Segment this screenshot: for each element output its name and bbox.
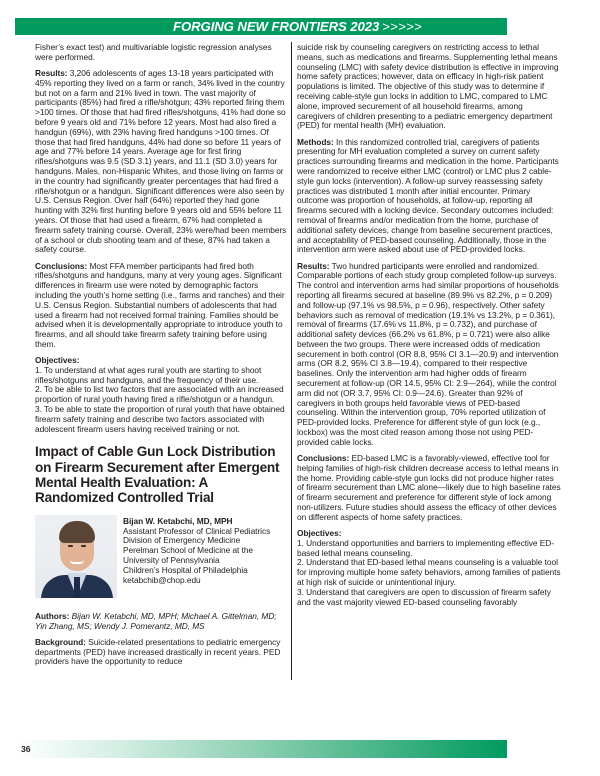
column-divider [291,42,292,680]
presenter-photo [35,515,117,598]
header-title: FORGING NEW FRONTIERS 2023 [173,19,380,34]
methods-label: Methods: [297,136,334,147]
header-arrows: >>>>> [382,19,423,34]
results-label: Results: [35,67,68,78]
objective-item: 1. Understand opportunities and barriers to implementing effective ED-based lethal means counseling. [297,537,554,558]
background-paragraph [35,638,287,667]
objective-item: 3. To be able to state the proportion of rural youth that have obtained firearm safety training and describe two factors associated with adolescent firearm users having received training or not. [35,404,285,434]
results-label: Results: [297,260,330,271]
article-title: Impact of Cable Gun Lock Distribution on Firearm Securement after Emergent Mental Health Evaluation: A Randomized Controlled Trial [35,444,280,505]
presenter-name: Bijan W. Ketabchi, MD, MPH [123,515,233,526]
objectives-section [35,356,287,434]
continued-text: Fisher’s exact test) and multivariable logistic regression analyses were performed. [35,42,272,62]
footer-gradient-bar [15,740,507,758]
objective-item: 1. To understand at what ages rural youth are starting to shoot rifles/shotguns and handguns, and the frequency of their use. [35,364,262,385]
presenter-division: Division of Emergency Medicine [123,535,241,546]
conclusions-paragraph [297,454,562,523]
background-label: Background: [35,636,86,647]
results-text: 3,206 adolescents of ages 13-18 years participated with 45% reporting they lived on a farm or ranch, 34% lived in the country but not on a farm and 21% lived in town. The vast majority of participants (85%) had fired a rifle/shotgun; 43% reported firing them >100 times. Of those that had fired rifles/shotguns, 41% had done so before 9 years old and 71% before 12 years. Most had also fired a handgun (69%), with 23% having fired handguns >100 times. Of those that had fired handguns, 44% had done so before 11 years of age and 77% before 14 years. Average age for first firing rifles/shotguns was 9.5 (SD 3.1) years, and 11.1 (SD 3.0) years for handguns. Males, non-Hispanic Whites, and those living on farms or in the country had significantly greater percentages that had fired a rifle/shotgun or a handgun. Significant differences were also seen by U.S. Census Region. Over half (64%) reported they had gone hunting with 32% first hunting before 9 years old and 55% before 11 years. Of those that had used a firearm, 67% had completed a firearm safety training course. Overall, 23% were/had been members of a school or club shooting team and of these, 87% had taken a safety course. [35,67,287,255]
objectives-section [297,529,562,607]
continued-text: suicide risk by counseling caregivers on restricting access to lethal means, such as medications and firearms. Supplementing lethal means counseling (LMC) with safety device distribution is effective in improving home safety practices; however, data on efficacy in high-risk patient populations is limited. The objective of this study was to determine if receiving cable-style gun locks in addition to LMC, compared to LMC alone, improved securement of all household firearms, among caregivers of children presenting to a pediatric emergency department (PED) for mental health (MH) evaluation. [297,42,559,131]
methods-paragraph [297,138,562,256]
right-column [297,43,562,613]
methods-text: In this randomized controlled trial, caregivers of patients presenting for MH evaluation completed a survey on current safety practices surrounding firearms and medication in the home. Participants were randomized to receive either LMC (control) or LMC plus 2 cable-style gun locks (intervention). A follow-up survey reassessing safety practices was distributed 1 month after initial encounter. Primary outcome was proportion of households, at follow-up, reporting all firearms secured with a locking device. Secondary outcomes included: removal of firearms and/or medication from the home, purchase of additional safety devices, change from baseline securement practices, and acceptability of PED-based counseling. Additionally, those in the intervention arm were asked about use of PED-provided locks. [297,136,559,255]
conclusions-text: ED-based LMC is a favorably-viewed, effective tool for helping families of high-risk children decrease access to lethal means in the home. Providing cable-style gun locks did not produce higher rates of firearm securement than LMC alone—likely due to high baseline rates of firearm securement and preference for different style of lock among non-utilizers. Future studies should assess the efficacy of other devices on different aspects of home safety practices. [297,453,561,522]
objective-item: 2. Understand that ED-based lethal means counseling is a valuable tool for improving multiple home safety behaviors, among families of patients at high risk of suicide or unintentional injury. [297,557,561,587]
presenter-block [35,515,287,598]
page-number: 36 [21,744,31,754]
authors-paragraph [35,612,287,632]
objectives-label: Objectives: [35,355,80,366]
conclusions-paragraph [35,262,287,350]
left-column [35,43,287,674]
presenter-title: Assistant Professor of Clinical Pediatrics [123,525,271,536]
authors-label: Authors: [35,610,70,621]
results-paragraph [297,262,562,448]
results-paragraph [35,69,287,255]
presenter-hospital: Children’s Hospital of Philadelphia [123,564,248,575]
objectives-label: Objectives: [297,528,342,539]
conclusions-text: Most FFA member participants had fired both rifles/shotguns and handguns, many at very young ages. Significant differences in firearm use were noted by demographic factors including the youth’s home setting (i.e., farms and ranches) and their U.S. Census Region. Substantial numbers of adolescents that had used a firearm had not received formal training. Families should be advised when it is developmentally appropriate to introduce youth to firearms, and all should take firearm safety training before using them. [35,260,285,349]
presenter-school: Perelman School of Medicine at the University of Pennsylvania [123,545,254,566]
presenter-info [123,515,287,598]
objective-item: 3. Understand that caregivers are open to discussion of firearm safety and the vast majority viewed ED-based counseling favorably [297,586,551,607]
header-banner [15,18,507,35]
conclusions-label: Conclusions: [35,260,88,271]
authors-text: Bijan W. Ketabchi, MD, MPH; Michael A. Gittelman, MD; Yin Zhang, MS; Wendy J. Pomerantz, MD, MS [35,610,277,631]
background-text: Suicide-related presentations to pediatric emergency departments (PED) have increased drastically in recent years. PED providers have the opportunity to reduce [35,636,281,667]
presenter-email[interactable]: ketabchib@chop.edu [123,574,201,585]
results-text: Two hundred participants were enrolled and randomized. Comparable portions of each study group completed follow-up surveys. The control and intervention arms had similar proportions of households reporting all firearms secured at baseline (89.9% vs 82.2%, p = 0.209) and follow-up (97.1% vs 98.5%, p = 0.96), respectively. Other safety behaviors such as removal of medication (19.1% vs 13.2%, p = 0.361), removal of firearms (17.6% vs 11.8%, p = 0.732), and purchase of additional safety devices (66.2% vs 61.8%, p = 0.721) were also alike between the two groups. There were increased odds of medication securement in both control (OR 8.8, 95% CI 3.1—20.9) and intervention arms (OR 8.2, 95% CI 3.8—19.4), compared to their respective baselines. Only the intervention arm had higher odds of firearm securement at follow-up (OR 14.5, 95% CI: 2.9—264), while the control arm did not (OR 3.7, 95% CI: 0.9—24.6). Greater than 92% of caregivers in both groups held favorable views of PED-based counseling. Within the intervention group, 70% reported utilization of PED-provided locks. Preference for different style of gun lock (e.g., lockbox) was the most cited reason among those not using PED-provided cable locks. [297,260,559,447]
objective-item: 2. To be able to list two factors that are associated with an increased proportion of rural youth having fired a rifle/shotgun or a handgun. [35,384,284,405]
conclusions-label: Conclusions: [297,453,350,464]
